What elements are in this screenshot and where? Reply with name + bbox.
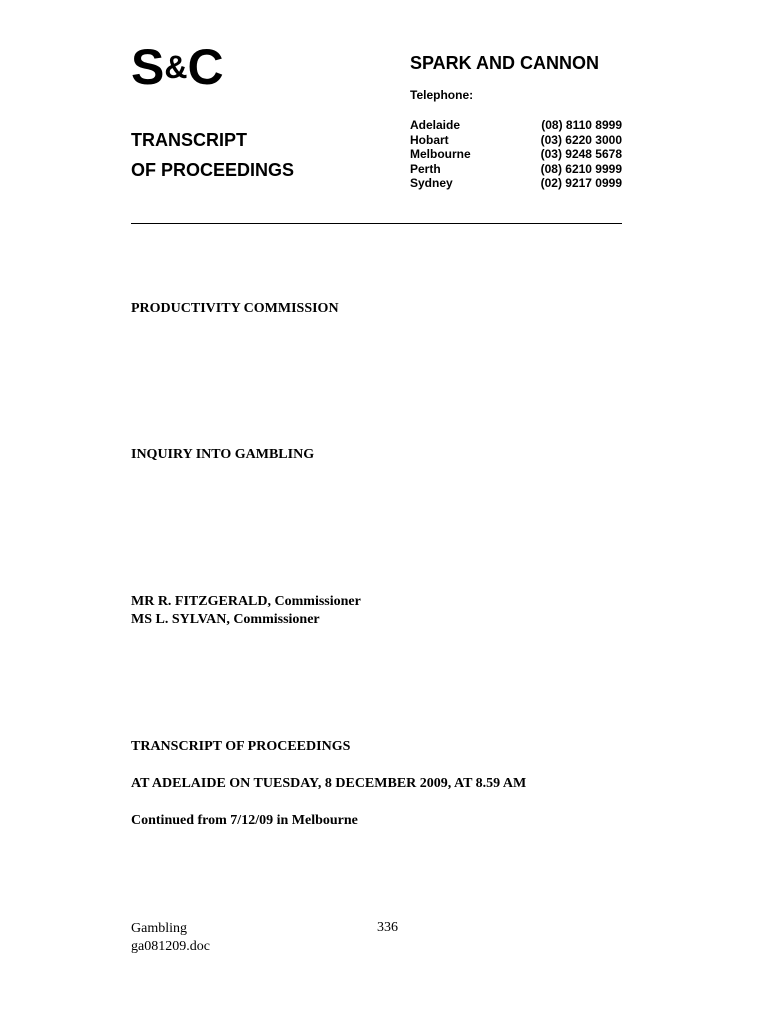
commissioners-list	[131, 593, 361, 629]
office-phone-list	[410, 118, 622, 191]
sc-logo	[131, 39, 223, 95]
footer-document-info	[131, 920, 210, 956]
firm-name: SPARK AND CANNON	[410, 53, 599, 73]
office-phone: (02) 9217 0999	[540, 176, 622, 190]
office-city: Adelaide	[410, 118, 461, 132]
telephone-label: Telephone:	[410, 88, 474, 102]
office-row	[410, 147, 622, 162]
office-row	[410, 176, 622, 191]
logo-s: S	[131, 39, 164, 95]
commissioner-entry: MR R. FITZGERALD, Commissioner	[131, 594, 361, 609]
logo-c: C	[187, 39, 223, 95]
office-phone: (08) 6210 9999	[540, 161, 622, 176]
commission-heading: PRODUCTIVITY COMMISSION	[131, 301, 339, 316]
office-row	[410, 133, 622, 148]
location-date-line: AT ADELAIDE ON TUESDAY, 8 DECEMBER 2009, AT 8.59 AM	[131, 776, 527, 791]
title-line-2: OF PROCEEDINGS	[131, 160, 295, 180]
office-phone: (03) 9248 5678	[540, 147, 622, 161]
logo-ampersand: &	[164, 49, 187, 85]
inquiry-heading: INQUIRY INTO GAMBLING	[131, 447, 315, 462]
page-number: 336	[377, 920, 398, 935]
office-city: Perth	[410, 161, 441, 176]
footer-filename: ga081209.doc	[131, 939, 210, 954]
office-city: Sydney	[410, 176, 453, 190]
office-phone: (03) 6220 3000	[540, 132, 622, 147]
commissioner-entry: MS L. SYLVAN, Commissioner	[131, 612, 320, 627]
office-city: Hobart	[410, 132, 449, 147]
continued-from-line: Continued from 7/12/09 in Melbourne	[131, 813, 358, 828]
office-phone: (08) 8110 8999	[541, 118, 622, 132]
office-row	[410, 118, 622, 133]
header-divider	[131, 223, 622, 224]
title-line-1: TRANSCRIPT	[131, 130, 247, 150]
office-city: Melbourne	[410, 147, 471, 161]
document-title	[131, 125, 294, 185]
footer-subject: Gambling	[131, 921, 187, 936]
office-row	[410, 162, 622, 177]
proceedings-heading: TRANSCRIPT OF PROCEEDINGS	[131, 739, 351, 754]
